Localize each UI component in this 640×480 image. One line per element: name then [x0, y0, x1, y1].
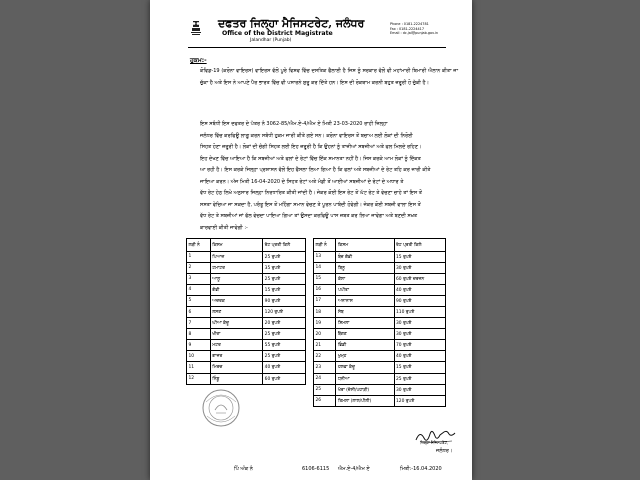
cell-rate: 40 ਰੁਪਏ: [394, 351, 445, 362]
header-divider: [188, 47, 446, 48]
cell-no: 9: [187, 340, 211, 351]
endorsement-branch: ਐਮ.ਏ-4/ਐਮ ਏ: [338, 466, 370, 472]
cell-no: 22: [314, 351, 336, 362]
cell-rate: 40 ਰੁਪਏ: [394, 284, 445, 295]
cell-rate: 30 ਰੁਪਏ: [394, 329, 445, 340]
paragraph-intro: ਕੋਵਿਡ-19 (ਕਰੋਨਾ ਵਾਇਰਸ) ਵਾਇਰਸ ਵੱਲੋਂ ਪੂਰੇ ਵਿਸ਼ਵ ਵਿੱਚ ਦਸਤਿਕ ਫੈਲਾਈ ਹੈ ਜਿਸ ਨੂੰ ਸਰਕਾਰ ਵੱਲੋਂ ਵੀ ਮਹਾਂਮਾਰੀ ਬਿਮਾਰੀ ਐਲਾਨ ਕੀਤਾ ਜਾ ਚੁੱਕਾ ਹੈ ਅਤੇ ਇਸ ਨੇ ਆਪਣੇ ਪੈਰ ਭਾਰਤ ਵਿੱਚ ਵੀ ਪਸਾਰਨੇ ਸ਼ੁਰੂ ਕਰ ਦਿੱਤੇ ਹਨ। ਇਸ ਦੀ ਰੋਕਥਾਮ ਕਰਨੀ ਬਹੁਤ ਜ਼ਰੂਰੀ ਹੋ ਚੁੱਕੀ ਹੈ।: [200, 68, 458, 86]
paragraph-line: ਆ ਰਹੀ ਹੈ। ਇਸ ਕਰਕੇ ਜਿਲ੍ਹਾ ਪ੍ਰਸ਼ਾਸਨ ਵੱਲੋਂ ਇਹ ਫੈਸਲਾ ਲਿਆ ਗਿਆ ਹੈ ਕਿ ਫਲਾਂ ਅਤੇ ਸਬਜ਼ੀਆਂ ਦੇ ਰੇਟ ਤਹਿ ਕਰ ਜਾਰੀ ਕੀਤੇ: [200, 167, 431, 173]
table-row: [314, 373, 446, 384]
cell-item: ਮਟਰ: [210, 340, 262, 351]
contact-line: Fax : 0181-2224417: [390, 26, 424, 31]
table-row: [187, 273, 306, 284]
table-row: [314, 306, 446, 317]
contact-line: Email : dc.jal@punjab.gov.in: [390, 31, 438, 36]
cell-rate: 15 ਰੁਪਏ: [394, 251, 445, 262]
office-city: Jalandhar (Punjab): [250, 38, 292, 43]
cell-no: 14: [314, 262, 336, 273]
cell-item: ਮਿਰਚ: [210, 362, 262, 373]
cell-rate: 110 ਰੁਪਏ: [394, 306, 445, 317]
cell-no: 26: [314, 395, 336, 406]
table-row: [187, 306, 306, 317]
header-item: ਕਿਸਮ: [210, 239, 262, 252]
paragraph-line: ਸਿਹਤ ਹੋਣਾ ਜ਼ਰੂਰੀ ਹੈ। ਲੋਕਾਂ ਦੀ ਚੰਗੀ ਸਿਹਤ ਲਈ ਇਹ ਜ਼ਰੂਰੀ ਹੈ ਕਿ ਉਹਨਾਂ ਨੂੰ ਤਾਜ਼ੀਆਂ ਸਬਜ਼ੀਆਂ ਅਤੇ ਫਲ ਮਿਲਦੇ ਰਹਿਣ।: [200, 144, 422, 150]
paragraph-line: ਜਾਇਆ ਕਰਨ। ਅੱਜ ਮਿਤੀ 16-04-2020 ਦੇ ਸਿਹਤ ਰੇਟਾਂ ਅਤੇ ਮੰਡੀ ਤੋਂ ਆਈਆਂ ਸਬਜ਼ੀਆਂ ਦੇ ਰੇਟਾਂ ਦੇ ਅਧਾਰ ਤੇ: [200, 178, 404, 185]
cell-no: 10: [187, 351, 211, 362]
cell-rate: 30 ਰੁਪਏ: [394, 384, 445, 395]
cell-item: ਅਦਰਕ: [210, 295, 262, 306]
cell-rate: 90 ਰੁਪਏ: [394, 295, 445, 306]
cell-item: ਖੀਰਾ: [210, 329, 262, 340]
cell-no: 6: [187, 306, 211, 317]
cell-rate: 120 ਰੁਪਏ: [394, 395, 445, 406]
cell-no: 3: [187, 273, 211, 284]
cell-no: 2: [187, 262, 211, 273]
cell-no: 12: [187, 373, 211, 384]
cell-item: ਤਿਮਲਾ (ਲਾਲ/ਪੀਲੀ): [336, 395, 394, 406]
contact-block: [390, 22, 438, 36]
header-rate: ਰੇਟ ਪ੍ਰਤੀ ਕਿਲੋ: [263, 239, 306, 252]
table-row: [187, 262, 306, 273]
table-row: [314, 273, 446, 284]
emblem-icon: [190, 20, 202, 38]
cell-rate: 20 ਰੁਪਏ: [263, 318, 306, 329]
cell-item: ਪਿਆਜ਼: [210, 251, 262, 262]
table-row: [314, 351, 446, 362]
cell-no: 20: [314, 329, 336, 340]
signatory-title: ਜਿਲ੍ਹਾ ਮੈਜਿਸਟਰੇਟ,: [420, 440, 449, 445]
cell-item: ਅਨਾਨਾਸ: [336, 295, 394, 306]
table-row: [314, 384, 446, 395]
table-row: [314, 284, 446, 295]
table-row: [314, 251, 446, 262]
cell-item: ਨਿੰਬੂ: [210, 373, 262, 384]
contact-line: Phone : 0181-2224781: [390, 22, 429, 26]
cell-no: 19: [314, 318, 336, 329]
cell-no: 25: [314, 384, 336, 395]
cell-item: ਹਲਵਾ ਕੱਦੂ: [336, 362, 394, 373]
table-row: [187, 362, 306, 373]
cell-rate: 15 ਰੁਪਏ: [263, 284, 306, 295]
cell-item: ਲਸਣ: [210, 306, 262, 317]
cell-rate: 60 ਰੁਪਏ ਦਰਜਨ: [394, 273, 445, 284]
cell-item: ਧਨੀਆ: [336, 373, 394, 384]
office-seal-stamp: [201, 388, 241, 428]
cell-no: 11: [187, 362, 211, 373]
table-row: [314, 362, 446, 373]
cell-item: ਕੇਲਾ: [336, 273, 394, 284]
table-row: [187, 373, 306, 384]
cell-no: 21: [314, 340, 336, 351]
signatory-place: ਜਲੰਧਰ।: [436, 448, 453, 454]
cell-item: ਸੇਬ: [336, 306, 394, 317]
cell-item: ਖੁਮ੍ਹ: [336, 351, 394, 362]
cell-no: 1: [187, 251, 211, 262]
endorsement-number: 6106-6115: [302, 466, 330, 472]
cell-item: ਗਾਜਰ: [210, 351, 262, 362]
cell-no: 16: [314, 284, 336, 295]
cell-item: ਬੰਦ ਗੋਭੀ: [336, 251, 394, 262]
cell-rate: 25 ਰੁਪਏ: [263, 251, 306, 262]
paragraph-line: ਇਸ ਸਬੰਧੀ ਇਸ ਦਫਤਰ ਦੇ ਪੱਤਰ ਨੰ 3062-85/ਐਮ.ਏ-4/ਐਮ ਏ ਮਿਤੀ 23-03-2020 ਰਾਹੀ ਜਿਲ੍ਹਾ: [200, 121, 388, 127]
header-rate: ਰੇਟ ਪ੍ਰਤੀ ਕਿਲੋ: [394, 239, 445, 252]
cell-rate: 25 ਰੁਪਏ: [263, 273, 306, 284]
cell-no: 13: [314, 251, 336, 262]
table-row: [187, 295, 306, 306]
cell-no: 23: [314, 362, 336, 373]
table-row: [314, 295, 446, 306]
cell-item: ਸ਼ਿਮਲਾ: [336, 318, 394, 329]
table-header-row: [187, 239, 306, 252]
table-row: [314, 318, 446, 329]
cell-rate: 15 ਰੁਪਏ: [394, 362, 445, 373]
cell-rate: 25 ਰੁਪਏ: [263, 329, 306, 340]
rates-table-right-body: [314, 251, 446, 406]
cell-item: ਘੀਆ ਕੱਦੂ: [210, 318, 262, 329]
table-row: [187, 284, 306, 295]
cell-item: ਟਮਾਟਰ: [210, 262, 262, 273]
rates-table-left: [186, 238, 306, 385]
cell-rate: 25 ਰੁਪਏ: [394, 373, 445, 384]
cell-rate: 25 ਰੁਪਏ: [263, 351, 306, 362]
document-page: [150, 0, 472, 480]
office-title-english: Office of the District Magistrate: [222, 30, 333, 37]
page-content: [150, 0, 472, 480]
table-row: [187, 340, 306, 351]
paragraph-line: ਜਲੰਧਰ ਵਿੱਚ ਕਰਫਿਊ ਲਾਗੂ ਕਰਨ ਸਬੰਧੀ ਹੁਕਮ ਜਾਰੀ ਕੀਤੇ ਗਏ ਸਨ। ਕਰੋਨਾ ਵਾਇਰਸ ਤੋਂ ਬਚਾਅ ਲਈ ਲੋਕਾਂ ਦੀ ਨਿਰੋਈ: [200, 132, 413, 139]
cell-rate: 55 ਰੁਪਏ: [263, 340, 306, 351]
cell-no: 17: [314, 295, 336, 306]
cell-rate: 60 ਰੁਪਏ: [263, 373, 306, 384]
table-row: [187, 329, 306, 340]
cell-no: 8: [187, 329, 211, 340]
table-row: [314, 262, 446, 273]
table-header-row: [314, 239, 446, 252]
paragraph-line: ਇਹ ਦੇਖਣ ਵਿੱਚ ਆਇਆ ਹੈ ਕਿ ਸਬਜ਼ੀਆਂ ਅਤੇ ਫਲਾਂ ਦੇ ਰੇਟਾਂ ਵਿੱਚ ਇੱਕ ਸਮਾਨਤਾ ਨਹੀਂ ਹੈ। ਜਿਸ ਕਰਕੇ ਆਮ ਲੋਕਾਂ ਨੂੰ ਦਿੱਕਤ: [200, 155, 421, 162]
header-serial: ਲੜੀ ਨੰ: [314, 239, 336, 252]
cell-item: ਆਲੂ: [210, 273, 262, 284]
cell-no: 24: [314, 373, 336, 384]
paragraph-order: [200, 119, 458, 234]
table-row: [187, 251, 306, 262]
endorsement-date: ਮਿਤੀ:-16.04.2020: [400, 466, 442, 472]
cell-item: ਖੇਰਾ (ਦੇਸੀ/ਪਹਾੜੀ): [336, 384, 394, 395]
rates-table-left-body: [187, 251, 306, 384]
cell-rate: 30 ਰੁਪਏ: [394, 262, 445, 273]
cell-no: 5: [187, 295, 211, 306]
table-row: [187, 318, 306, 329]
order-heading: ਹੁਕਮ:-: [190, 57, 207, 64]
office-title-punjabi: ਦਫਤਰ ਜਿਲ੍ਹਾ ਮੈਜਿਸਟਰੇਟ, ਜਲੰਧਰ: [218, 17, 365, 30]
cell-rate: 30 ਰੁਪਏ: [394, 318, 445, 329]
cell-item: ਭਿੰਡੀ: [336, 340, 394, 351]
cell-item: ਬਿਨੂ: [336, 262, 394, 273]
cell-rate: 90 ਰੁਪਏ: [263, 295, 306, 306]
endorsement-label: ਪਿੰ ਅੰਕ ਨੰ: [234, 466, 253, 472]
paragraph-line: ਵੱਧ ਰੇਟ ਹੇਠ ਲਿਖੇ ਅਨੁਸਾਰ ਜਿਲ੍ਹਾ ਨਿਰਧਾਰਿਤ ਕੀਤੀ ਜਾਂਦੀ ਹੈ। ਜੇਕਰ ਕੋਈ ਇਸ ਰੇਟ ਤੋਂ ਘੱਟ ਰੇਟ ਤੇ ਵੇਚਣਾ ਚਾਹੇ ਤਾਂ ਇਸ ਤੋਂ: [200, 190, 422, 196]
paragraph-line: ਸਸਤਾ ਵੇਚਿਆ ਜਾ ਸਕਦਾ ਹੈ, ਪਰੰਤੂ ਇਸ ਤੋਂ ਮਹਿੰਗਾ ਸਮਾਨ ਵੇਚਣ ਤੇ ਪੂਰਨ ਪਾਬੰਦੀ ਹੋਵੇਗੀ। ਜੇਕਰ ਕੋਈ ਸਬਜ਼ੀ ਵਾਲਾ ਇਸ ਤੋਂ: [200, 201, 421, 208]
cell-item: ਪਪੀਤਾ: [336, 284, 394, 295]
cell-rate: 120 ਰੁਪਏ: [263, 306, 306, 317]
cell-no: 4: [187, 284, 211, 295]
table-row: [314, 395, 446, 406]
rates-table-right: [313, 238, 446, 407]
cell-no: 7: [187, 318, 211, 329]
table-row: [187, 351, 306, 362]
header-serial: ਲੜੀ ਨੰ: [187, 239, 211, 252]
cell-rate: 40 ਰੁਪਏ: [263, 362, 306, 373]
paragraph-line: ਕਾਰਵਾਈ ਕੀਤੀ ਜਾਵੇਗੀ :-: [200, 224, 248, 231]
table-row: [314, 329, 446, 340]
cell-item: ਬੈਂਗਣ: [336, 329, 394, 340]
table-row: [314, 340, 446, 351]
cell-rate: 70 ਰੁਪਏ: [394, 340, 445, 351]
header-item: ਕਿਸਮ: [336, 239, 394, 252]
paragraph-line: ਵੱਧ ਰੇਟ ਤੇ ਸਬਜ਼ੀਆਂ ਜਾਂ ਫੱਲ ਵੇਚਦਾ ਪਾਇਆ ਗਿਆ ਤਾਂ ਉਸਦਾ ਕਰਫਿਊ ਪਾਸ ਜ਼ਬਤ ਕਰ ਲਿਆ ਜਾਵੇਗਾ ਅਤੇ ਬਣਦੀ ਸਖ਼ਤ: [200, 213, 418, 219]
cell-no: 18: [314, 306, 336, 317]
cell-item: ਗੋਭੀ: [210, 284, 262, 295]
cell-rate: 35 ਰੁਪਏ: [263, 262, 306, 273]
cell-no: 15: [314, 273, 336, 284]
